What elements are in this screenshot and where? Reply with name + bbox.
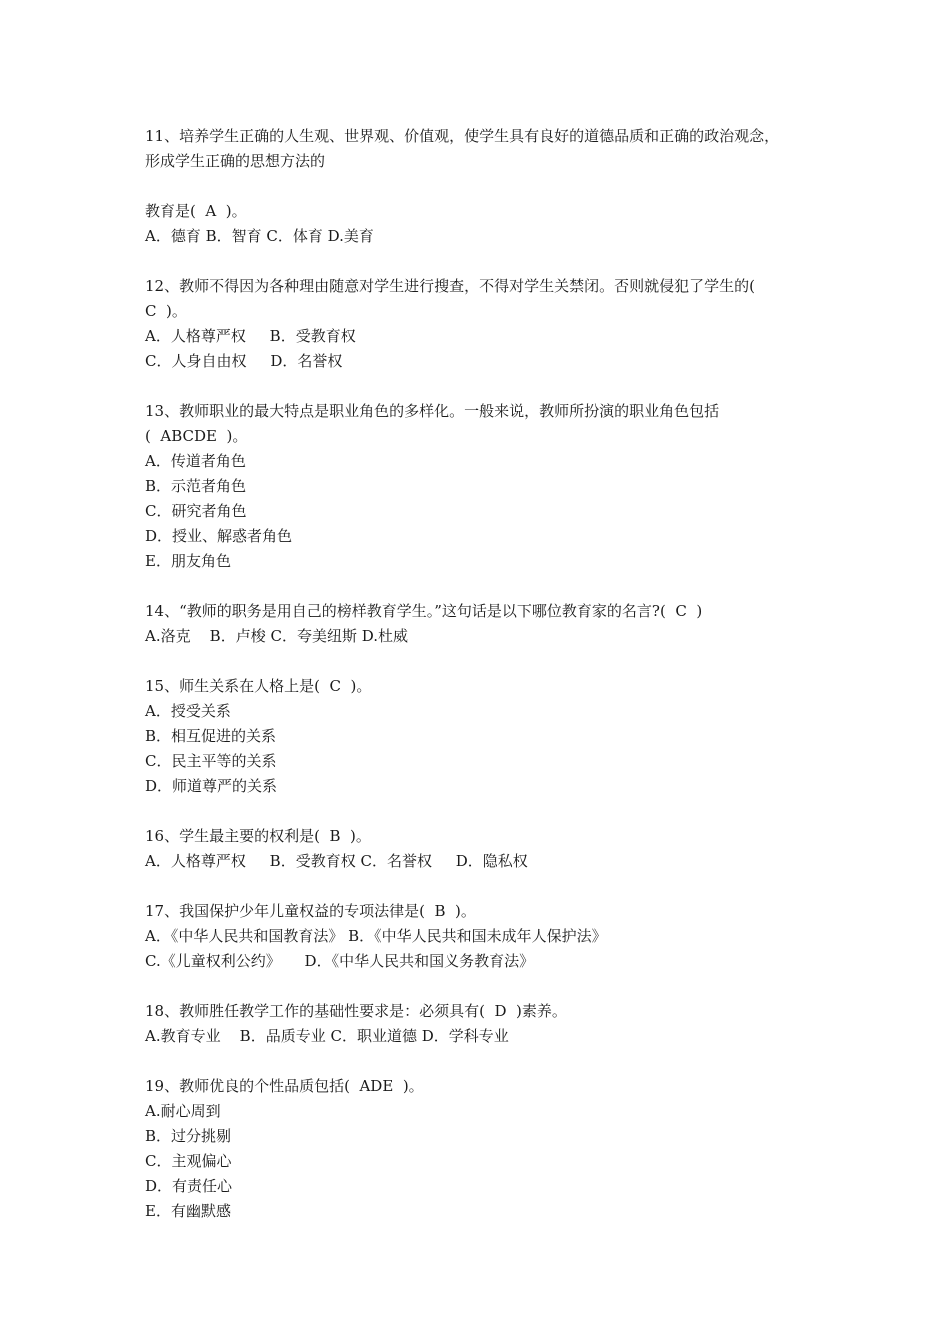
- question-15-option-c: C．民主平等的关系: [145, 752, 277, 770]
- question-spacer: [145, 799, 835, 824]
- question-11: [145, 124, 835, 249]
- question-spacer: [145, 574, 835, 599]
- question-11-options: A．德育 B．智育 C．体育 D.美育: [145, 227, 374, 245]
- question-16-options: A．人格尊严权 B．受教育权 C．名誉权 D．隐私权: [145, 852, 528, 870]
- question-16: [145, 824, 835, 874]
- question-15-option-d: D．师道尊严的关系: [145, 777, 278, 795]
- question-19-stem: 19、教师优良的个性品质包括( ADE )。: [145, 1077, 424, 1095]
- question-15: [145, 674, 835, 799]
- question-11-stem-line-3: 教育是( A )。: [145, 202, 247, 220]
- question-13-option-d: D．授业、解惑者角色: [145, 527, 293, 545]
- question-19-option-a: A.耐心周到: [145, 1102, 221, 1120]
- question-15-stem: 15、师生关系在人格上是( C )。: [145, 677, 372, 695]
- question-spacer: [145, 374, 835, 399]
- question-14-options: A.洛克 B．卢梭 C．夸美纽斯 D.杜威: [145, 627, 408, 645]
- question-19-option-e: E．有幽默感: [145, 1202, 231, 1220]
- question-13-option-a: A．传道者角色: [145, 452, 246, 470]
- question-11-blank-line: [145, 174, 835, 199]
- question-13: [145, 399, 835, 574]
- question-17-stem: 17、我国保护少年儿童权益的专项法律是( B )。: [145, 902, 476, 920]
- question-14: [145, 599, 835, 649]
- question-spacer: [145, 249, 835, 274]
- question-12-stem-line-2: C )。: [145, 302, 187, 320]
- question-19: [145, 1074, 835, 1224]
- question-spacer: [145, 874, 835, 899]
- question-11-stem-line-1: 11、培养学生正确的人生观、世界观、价值观，使学生具有良好的道德品质和正确的政治观念，: [145, 127, 780, 145]
- question-13-option-c: C．研究者角色: [145, 502, 247, 520]
- question-14-stem: 14、“教师的职务是用自己的榜样教育学生。”这句话是以下哪位教育家的名言?( C ): [145, 602, 703, 620]
- question-12: [145, 274, 835, 374]
- question-18: [145, 999, 835, 1049]
- question-spacer: [145, 1049, 835, 1074]
- question-13-option-e: E．朋友角色: [145, 552, 231, 570]
- question-19-option-b: B．过分挑剔: [145, 1127, 232, 1145]
- question-17-options-line-2: C.《儿童权利公约》 D．《中华人民共和国义务教育法》: [145, 952, 535, 970]
- question-17: [145, 899, 835, 974]
- question-13-stem-line-2: ( ABCDE )。: [145, 427, 248, 445]
- question-12-options-line-2: C．人身自由权 D．名誉权: [145, 352, 343, 370]
- question-18-stem: 18、教师胜任教学工作的基础性要求是：必须具有( D )素养。: [145, 1002, 567, 1020]
- question-12-stem-line-1: 12、教师不得因为各种理由随意对学生进行搜查，不得对学生关禁闭。否则就侵犯了学生的(: [145, 277, 755, 295]
- question-13-option-b: B．示范者角色: [145, 477, 247, 495]
- question-11-stem-line-2: 形成学生正确的思想方法的: [145, 152, 326, 170]
- question-12-options-line-1: A．人格尊严权 B．受教育权: [145, 327, 356, 345]
- question-13-stem-line-1: 13、教师职业的最大特点是职业角色的多样化。一般来说，教师所扮演的职业角色包括: [145, 402, 720, 420]
- document-page: [145, 124, 835, 1224]
- question-18-options: A.教育专业 B．品质专业 C．职业道德 D．学科专业: [145, 1027, 509, 1045]
- question-17-options-line-1: A．《中华人民共和国教育法》 B．《中华人民共和国未成年人保护法》: [145, 927, 607, 945]
- question-spacer: [145, 649, 835, 674]
- question-15-option-a: A．授受关系: [145, 702, 231, 720]
- question-spacer: [145, 974, 835, 999]
- question-19-option-c: C．主观偏心: [145, 1152, 232, 1170]
- question-15-option-b: B．相互促进的关系: [145, 727, 277, 745]
- question-16-stem: 16、学生最主要的权利是( B )。: [145, 827, 371, 845]
- question-19-option-d: D．有责任心: [145, 1177, 233, 1195]
